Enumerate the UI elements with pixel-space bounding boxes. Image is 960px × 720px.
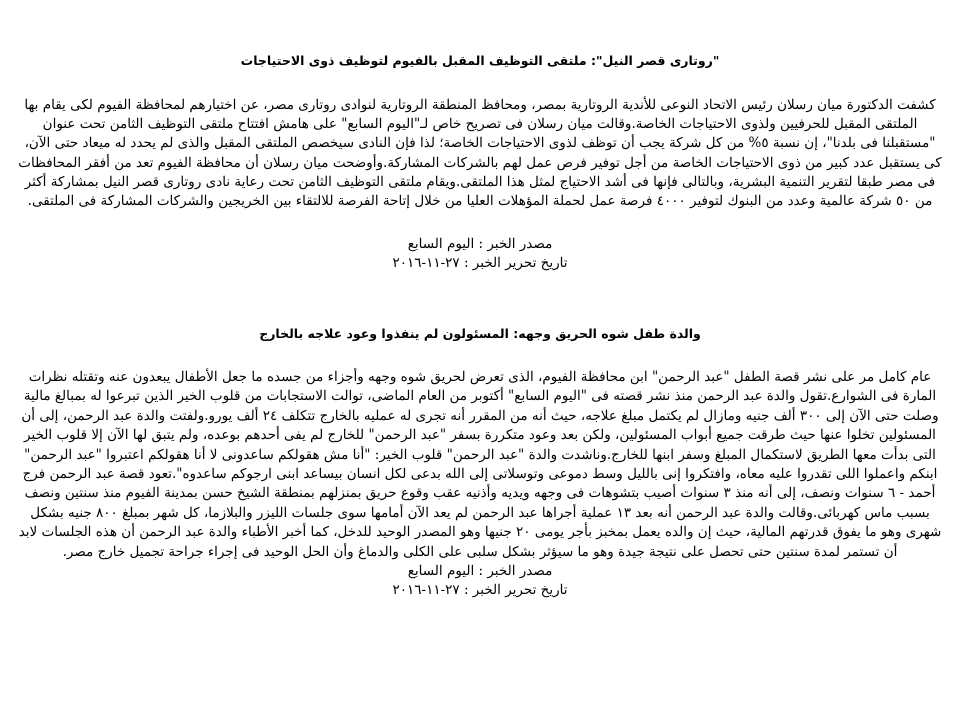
article-source: مصدر الخبر : اليوم السابع (407, 236, 553, 253)
news-article-burned-child (14, 325, 946, 600)
article-date: تاريخ تحرير الخبر : ٢٧-١١-٢٠١٦ (392, 255, 568, 272)
article-source: مصدر الخبر : اليوم السابع (407, 563, 553, 580)
article-title: "روتارى قصر النيل": ملتقى التوظيف المقبل بالفيوم لتوظيف ذوى الاحتياجات (240, 53, 720, 68)
news-article-rotary (14, 52, 946, 273)
article-title: والدة طفل شوه الحريق وجهه: المسئولون لم ينفذوا وعود علاجه بالخارج (259, 326, 701, 341)
article-body: عام كامل مر على نشر قصة الطفل "عبد الرحمن" ابن محافظة الفيوم، الذى تعرض لحريق شوه وجهه وأجزاء من جسده ما جعل الأطفال يبعدون عنه وتقتله نظرات المارة فى الشوارع.تقول والدة عبد الرحمن منذ نشر قصته فى "اليوم السابع" أكتوبر من العام الماضى، توالت الاستجابات من قلوب الخير الذين تبرعوا له بمبالغ مالية وصلت حتى الآن إلى ٣٠٠ ألف جنيه ومازال لم يكتمل مبلغ علاجه، حيث أنه من المقرر أنه تجرى له عمليه بالخارج تتكلف ٢٤ ألف يورو.ولفتت والدة عبد الرحمن، إلى أن المسئولين تخلوا عنها حيث طرقت جميع أبواب المسئولين، ولكن بعد وعود متكررة بسفر "عبد الرحمن" للخارج لم يفى أحدهم بوعده، ولم يتبق لها الآن إلا قلوب الخير التى بدأت معها الطريق لاستكمال المبلغ وسفر ابنها للخارج.وناشدت والدة "عبد الرحمن" قلوب الخير: "أنا مش هقولكم ساعدونى لا أنا هقولكم اعتبروا "عبد الرحمن" ابنكم واعملوا اللى تقدروا عليه معاه، وافتكروا إنى بالليل وسط دموعى وتوسلاتى إلى الله بدعى لكل انسان بيساعد ابنى ارجوكم ساعدوه".تعود قصة عبد الرحمن فرج أحمد - ٦ سنوات ونصف، إلى أنه منذ ٣ سنوات أصيب بتشوهات فى وجهه ويديه وأذنيه عقب وقوع حريق بمنزلهم بمنطقة الشيخ حسن بمدينة الفيوم منذ سنتين ونصف بسبب ماس كهربائى.وقالت والدة عبد الرحمن أنه بعد ١٣ عملية أجراها عبد الرحمن لم يعد الآن أمامها سوى جلسات الليزر والبلازما، كل شهر بمبلغ ٨٠٠ جنيه بشكل شهرى وهو ما يفوق قدرتهم المالية، حيث إن والده يعمل بمخبز بأجر يومى ٢٠ جنيها وهو المصدر الوحيد للدخل، كما أخبر الأطباء والدة عبد الرحمن أن هذه الجلسات لابد أن تستمر لمدة سنتين حتى تحصل على نتيجة جيدة وهو ما سيؤثر بشكل سلبى على الكلى والدماغ وأن الحل الوحيد فى إجراء جراحة تجميل خارج مصر. (18, 369, 942, 560)
article-body: كشفت الدكتورة ميان رسلان رئيس الاتحاد النوعى للأندية الروتارية بمصر، ومحافظ المنطقة الروتارية لنوادى روتارى مصر، عن اختيارهم لمحافظة الفيوم لكى يقام بها الملتقى المقبل للحرفيين ولذوى الاحتياجات الخاصة.وقالت ميان رسلان فى تصريح خاص لـ"اليوم السابع" على هامش افتتاح ملتقى التوظيف الثامن تحت عنوان "مستقبلنا فى بلدنا"، إن نسبة ٥% من كل شركة يجب أن توظف لذوى الاحتياجات الخاصة؛ لذا فإن النادى سيخصص الملتقى المقبل والذى لم يحدد له ميعاد حتى الآن، كى يستقبل عدد كبير من ذوى الاحتياجات الخاصة من أجل توفير فرص عمل لهم بالشركات المشاركة.وأوضحت ميان رسلان أن محافظة الفيوم تعد من أفقر المحافظات فى مصر طبقا لتقرير التنمية البشرية، وبالتالى فإنها فى أشد الاحتياج لمثل هذا الملتقى.ويقام ملتقى التوظيف الثامن تحت رعاية نادى روتارى قصر النيل بمشاركة أكثر من ٥٠ شركة عالمية وعدد من البنوك لتوفير ٤٠٠٠ فرصة عمل لحملة المؤهلات العليا من خلال إتاحة الفرصة للالتقاء بين الخريجين والشركات المشاركة فى الملتقى. (18, 97, 942, 210)
article-date: تاريخ تحرير الخبر : ٢٧-١١-٢٠١٦ (392, 582, 568, 599)
